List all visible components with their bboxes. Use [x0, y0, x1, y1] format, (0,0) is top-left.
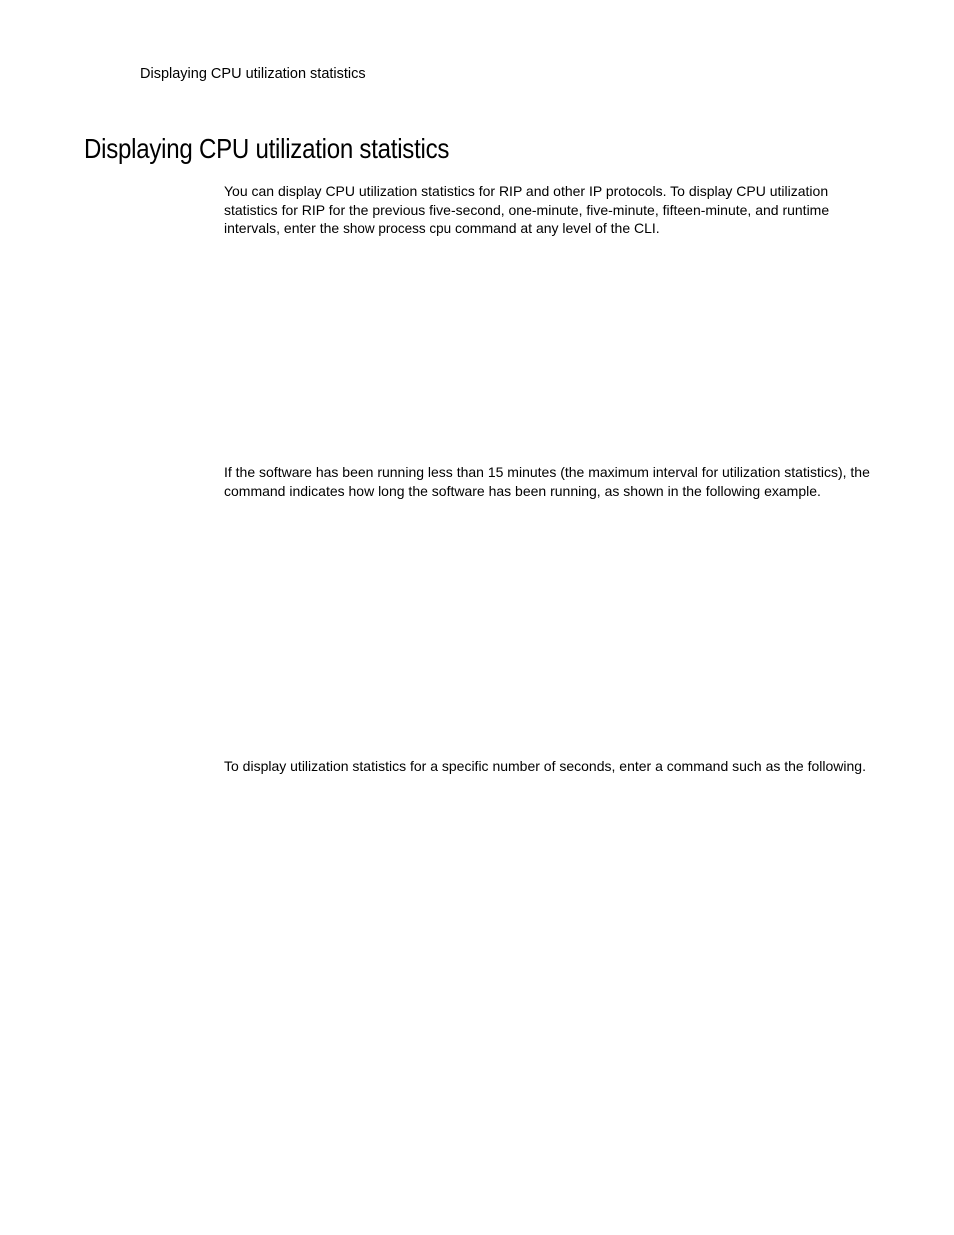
- intro-text-before: You can display CPU utilization statistics for RIP and other IP protocols. To display CPU utilization statistics for RIP for the previous five-second, one-minute, five-minute, fifteen-minute, and runtime intervals, enter the: [224, 183, 830, 237]
- intro-text-after: command at any level of the CLI.: [451, 220, 660, 237]
- section-title: Displaying CPU utilization statistics: [84, 133, 450, 164]
- seconds-paragraph: To display utilization statistics for a specific number of seconds, enter a command such as the following.: [224, 758, 866, 774]
- running-header: Displaying CPU utilization statistics: [140, 66, 366, 82]
- runtime-paragraph: If the software has been running less than 15 minutes (the maximum interval for utilization statistics), the command indicates how long the software has been running, as shown in the following example.: [224, 464, 870, 499]
- intro-paragraph: [224, 182, 874, 239]
- show-process-cpu-command: show process cpu: [343, 221, 452, 237]
